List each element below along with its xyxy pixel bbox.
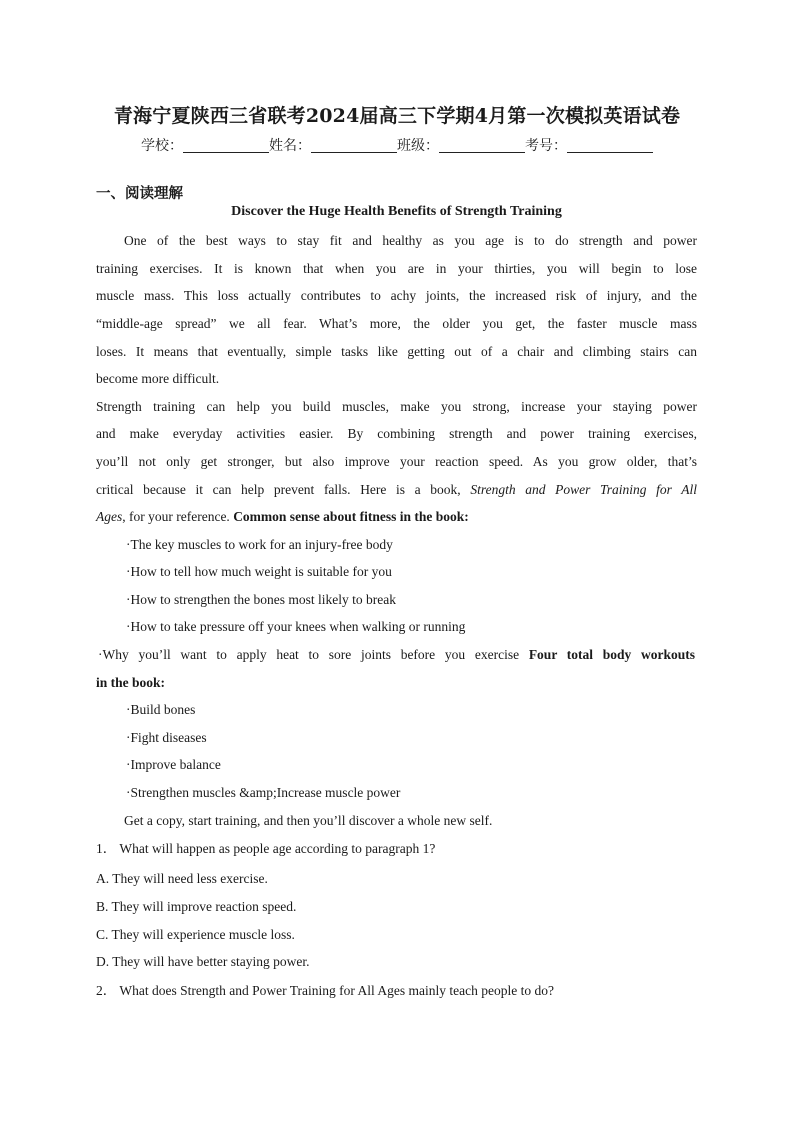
paragraph-line: Get a copy, start training, and then you’ll discover a whole new self.: [124, 813, 493, 828]
paragraph-line: [96, 674, 697, 692]
paragraph-line: Strength training can help you build muscles, make you strong, increase your staying power: [96, 399, 697, 414]
list-item: ·Build bones: [126, 702, 196, 717]
paragraph-line: [98, 646, 695, 664]
question-2: 2． What does Strength and Power Training for All Ages mainly teach people to do?: [96, 983, 554, 998]
paragraph-line: muscle mass. This loss actually contributes to achy joints, the increased risk of injury, and the: [96, 288, 697, 303]
class-label: 班级：: [397, 138, 439, 154]
paragraph-line: you’ll not only get stronger, but also improve your reaction speed. As you grow older, that’s: [96, 454, 697, 469]
option-d: D. They will have better staying power.: [96, 954, 310, 969]
list-item: ·Strengthen muscles &amp;Increase muscle power: [126, 785, 401, 800]
option-c: C. They will experience muscle loss.: [96, 927, 295, 942]
name-blank: [311, 137, 397, 153]
bold-heading: in the book:: [96, 675, 166, 690]
school-blank: [183, 137, 269, 153]
paragraph-line: and make everyday activities easier. By combining strength and power training exercises,: [96, 426, 697, 441]
bold-heading: Common sense about fitness in the book:: [233, 509, 469, 524]
question-1: 1． What will happen as people age according to paragraph 1?: [96, 841, 436, 856]
list-item: ·How to tell how much weight is suitable for you: [126, 564, 392, 579]
number-blank: [567, 137, 653, 153]
list-item: ·Fight diseases: [126, 730, 207, 745]
list-item: ·Why you’ll want to apply heat to sore joints before you exercise: [98, 647, 520, 662]
section-heading: 一、阅读理解: [96, 186, 183, 202]
list-item: ·The key muscles to work for an injury-free body: [126, 537, 393, 552]
paragraph-line: One of the best ways to stay fit and healthy as you age is to do strength and power: [124, 233, 697, 248]
paragraph-line: loses. It means that eventually, simple tasks like getting out of a chair and climbing stairs can: [96, 344, 697, 359]
school-label: 学校：: [141, 138, 183, 154]
paragraph-line: “middle-age spread” we all fear. What’s more, the older you get, the faster muscle mass: [96, 316, 697, 331]
name-label: 姓名：: [269, 138, 311, 154]
list-item: ·How to strengthen the bones most likely to break: [126, 592, 396, 607]
book-title: Ages: [96, 509, 123, 524]
list-item: ·How to take pressure off your knees when walking or running: [126, 619, 466, 634]
paragraph-line: training exercises. It is known that when you are in your thirties, you will begin to lose: [96, 261, 697, 276]
option-a: A. They will need less exercise.: [96, 871, 268, 886]
paragraph-line: [96, 481, 697, 499]
list-item: ·Improve balance: [126, 757, 221, 772]
class-blank: [439, 137, 525, 153]
paragraph-line: [96, 508, 697, 526]
paragraph-text: critical because it can help prevent falls. Here is a book,: [96, 482, 461, 497]
number-label: 考号：: [525, 138, 567, 154]
paragraph-line: become more difficult.: [96, 371, 220, 386]
bold-heading: Four total body workouts: [528, 647, 695, 662]
book-title: Strength and Power Training for All: [470, 482, 698, 497]
exam-title: 青海宁夏陕西三省联考2024届高三下学期4月第一次模拟英语试卷: [113, 105, 681, 127]
student-info-line: [0, 135, 794, 155]
paragraph-text: , for your reference.: [122, 509, 230, 524]
option-b: B. They will improve reaction speed.: [96, 899, 297, 914]
passage-title: Discover the Huge Health Benefits of Strength Training: [231, 204, 562, 219]
